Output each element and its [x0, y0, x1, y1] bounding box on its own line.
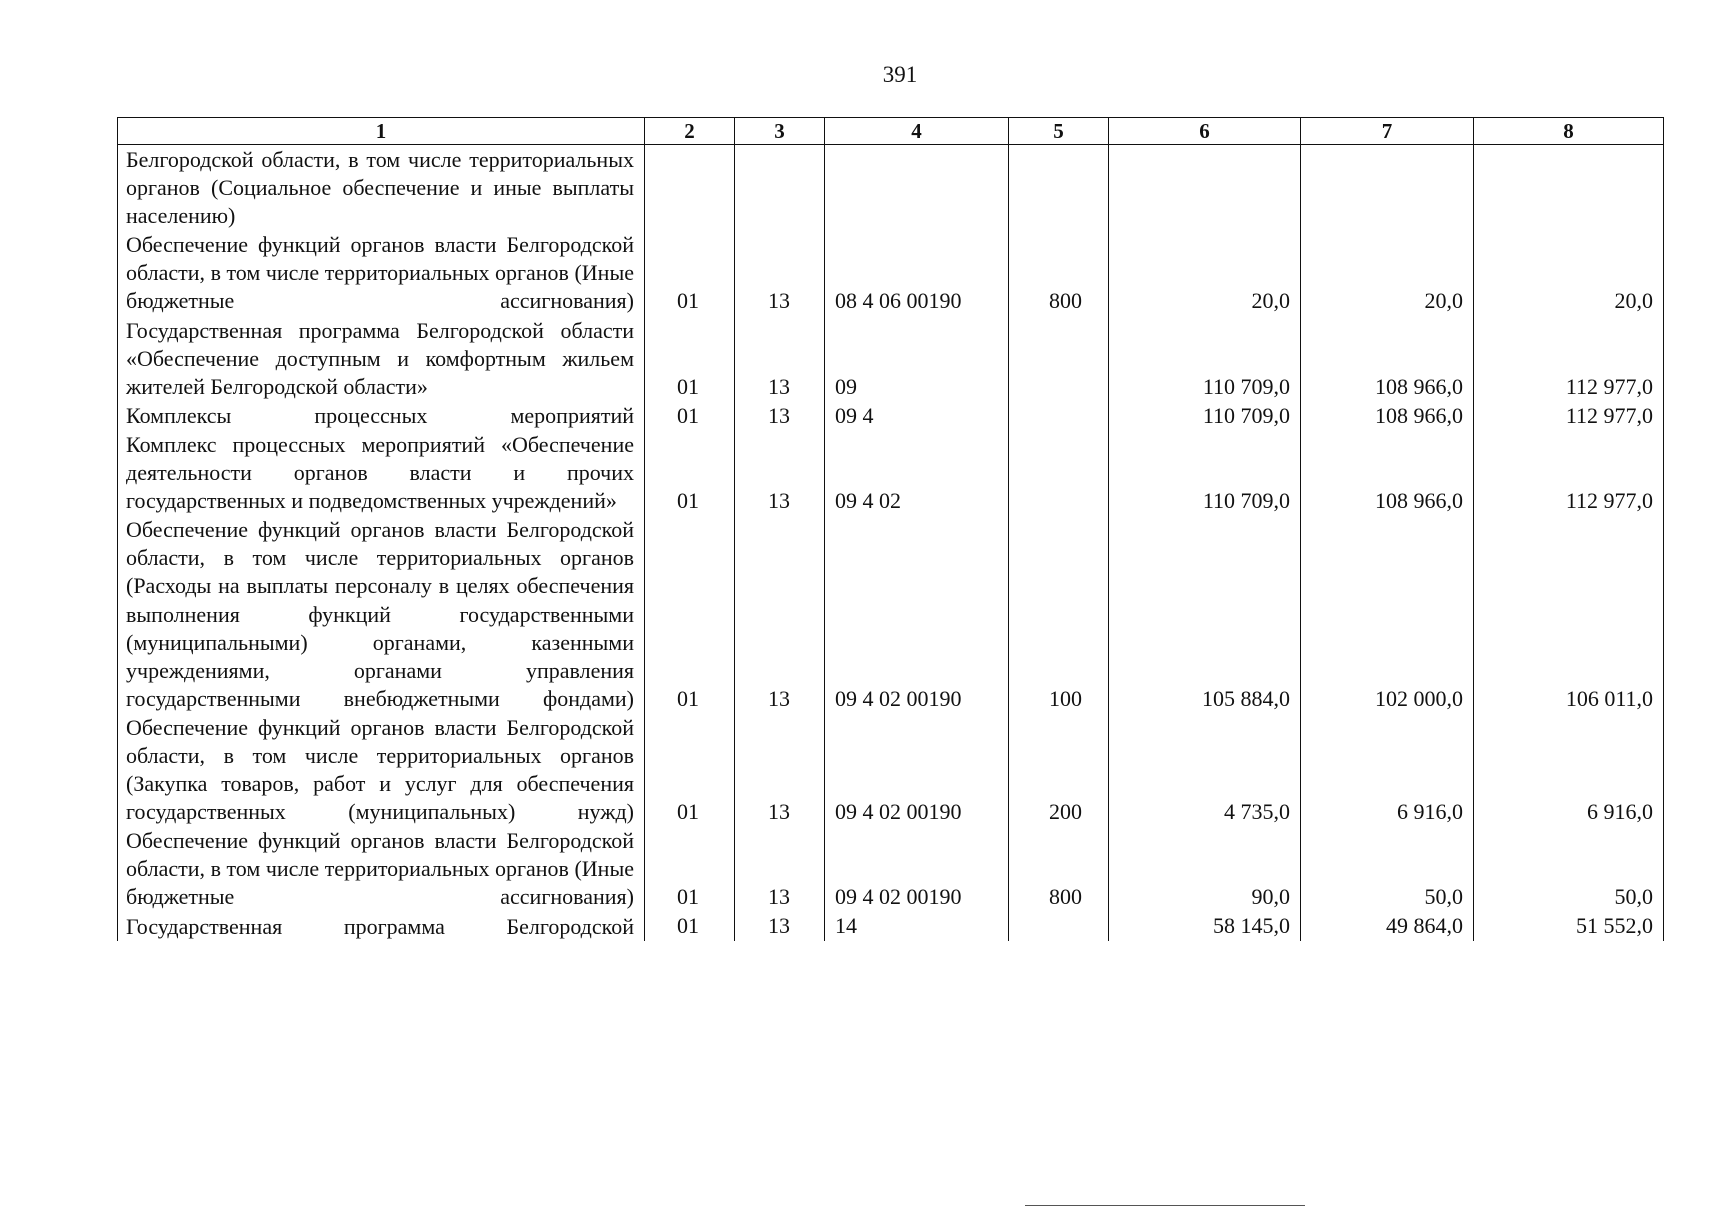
- page-number: 391: [882, 62, 918, 87]
- expense-type-cell: [1009, 401, 1109, 430]
- section-code-cell: 01: [645, 713, 735, 826]
- amount-year3-cell: [1474, 145, 1664, 231]
- target-article-cell: 08 4 06 00190: [825, 230, 1009, 315]
- amount-year1-cell: 110 709,0: [1109, 430, 1301, 515]
- expense-type-cell: [1009, 912, 1109, 941]
- table-row: [118, 912, 1664, 941]
- budget-table: [117, 117, 1664, 941]
- expense-type-cell: 200: [1009, 713, 1109, 826]
- subsection-code-cell: 13: [735, 713, 825, 826]
- amount-year1-cell: 105 884,0: [1109, 515, 1301, 713]
- amount-year3-cell: 106 011,0: [1474, 515, 1664, 713]
- section-code-cell: [645, 145, 735, 231]
- section-code-cell: 01: [645, 826, 735, 911]
- section-code-cell: 01: [645, 230, 735, 315]
- section-code-cell: 01: [645, 912, 735, 941]
- table-row: [118, 316, 1664, 401]
- target-article-cell: 09: [825, 316, 1009, 401]
- subsection-code-cell: 13: [735, 316, 825, 401]
- column-header: 8: [1474, 118, 1664, 145]
- amount-year2-cell: 108 966,0: [1301, 401, 1474, 430]
- subsection-code-cell: 13: [735, 826, 825, 911]
- amount-year2-cell: 108 966,0: [1301, 430, 1474, 515]
- expense-name-cell: Обеспечение функций органов власти Белгородской области, в том числе территориальных органов (Закупка товаров, работ и услуг для обеспечения государственных (муниципальных) нужд): [118, 713, 645, 826]
- expense-name-cell: Обеспечение функций органов власти Белгородской области, в том числе территориальных органов (Расходы на выплаты персоналу в целях обеспечения выполнения функций государственными (муниципальными) органами, казенными учреждениями, органами управления государственными внебюджетными фондами): [118, 515, 645, 713]
- amount-year3-cell: 112 977,0: [1474, 430, 1664, 515]
- target-article-cell: 14: [825, 912, 1009, 941]
- section-code-cell: 01: [645, 401, 735, 430]
- expense-name-cell: Комплекс процессных мероприятий «Обеспечение деятельности органов власти и прочих государственных и подведомственных учреждений»: [118, 430, 645, 515]
- amount-year2-cell: 108 966,0: [1301, 316, 1474, 401]
- table-row: [118, 826, 1664, 911]
- amount-year2-cell: 6 916,0: [1301, 713, 1474, 826]
- amount-year2-cell: [1301, 145, 1474, 231]
- section-code-cell: 01: [645, 430, 735, 515]
- column-header: 7: [1301, 118, 1474, 145]
- expense-name-cell: Государственная программа Белгородской области «Обеспечение доступным и комфортным жильем жителей Белгородской области»: [118, 316, 645, 401]
- target-article-cell: 09 4: [825, 401, 1009, 430]
- subsection-code-cell: 13: [735, 401, 825, 430]
- target-article-cell: 09 4 02 00190: [825, 713, 1009, 826]
- target-article-cell: 09 4 02 00190: [825, 515, 1009, 713]
- subsection-code-cell: 13: [735, 430, 825, 515]
- amount-year1-cell: [1109, 145, 1301, 231]
- amount-year2-cell: 20,0: [1301, 230, 1474, 315]
- amount-year3-cell: 112 977,0: [1474, 316, 1664, 401]
- subsection-code-cell: 13: [735, 515, 825, 713]
- section-code-cell: 01: [645, 515, 735, 713]
- expense-type-cell: [1009, 316, 1109, 401]
- subsection-code-cell: [735, 145, 825, 231]
- table-row: [118, 145, 1664, 231]
- amount-year1-cell: 90,0: [1109, 826, 1301, 911]
- subsection-code-cell: 13: [735, 912, 825, 941]
- column-header: 4: [825, 118, 1009, 145]
- table-row: [118, 230, 1664, 315]
- target-article-cell: [825, 145, 1009, 231]
- column-header: 1: [118, 118, 645, 145]
- table-row: [118, 713, 1664, 826]
- amount-year1-cell: 4 735,0: [1109, 713, 1301, 826]
- expense-name-cell: Белгородской области, в том числе территориальных органов (Социальное обеспечение и иные выплаты населению): [118, 145, 645, 231]
- table-row: [118, 515, 1664, 713]
- expense-type-cell: 800: [1009, 826, 1109, 911]
- column-header: 6: [1109, 118, 1301, 145]
- table-row: [118, 401, 1664, 430]
- section-code-cell: 01: [645, 316, 735, 401]
- amount-year1-cell: 110 709,0: [1109, 401, 1301, 430]
- expense-type-cell: 100: [1009, 515, 1109, 713]
- amount-year2-cell: 49 864,0: [1301, 912, 1474, 941]
- amount-year3-cell: 51 552,0: [1474, 912, 1664, 941]
- subsection-code-cell: 13: [735, 230, 825, 315]
- amount-year1-cell: 110 709,0: [1109, 316, 1301, 401]
- amount-year2-cell: 50,0: [1301, 826, 1474, 911]
- table-row: [118, 430, 1664, 515]
- amount-year3-cell: 6 916,0: [1474, 713, 1664, 826]
- amount-year1-cell: 20,0: [1109, 230, 1301, 315]
- target-article-cell: 09 4 02 00190: [825, 826, 1009, 911]
- column-header: 2: [645, 118, 735, 145]
- amount-year1-cell: 58 145,0: [1109, 912, 1301, 941]
- amount-year3-cell: 50,0: [1474, 826, 1664, 911]
- target-article-cell: 09 4 02: [825, 430, 1009, 515]
- column-header: 3: [735, 118, 825, 145]
- expense-name-cell: Обеспечение функций органов власти Белгородской области, в том числе территориальных органов (Иные бюджетные ассигнования): [118, 230, 645, 315]
- amount-year2-cell: 102 000,0: [1301, 515, 1474, 713]
- column-header: 5: [1009, 118, 1109, 145]
- expense-type-cell: [1009, 430, 1109, 515]
- amount-year3-cell: 20,0: [1474, 230, 1664, 315]
- expense-name-cell: Государственная программа Белгородской: [118, 912, 645, 941]
- expense-name-cell: Обеспечение функций органов власти Белгородской области, в том числе территориальных органов (Иные бюджетные ассигнования): [118, 826, 645, 911]
- expense-type-cell: [1009, 145, 1109, 231]
- header-row: [118, 118, 1664, 145]
- expense-name-cell: Комплексы процессных мероприятий: [118, 401, 645, 430]
- amount-year3-cell: 112 977,0: [1474, 401, 1664, 430]
- expense-type-cell: 800: [1009, 230, 1109, 315]
